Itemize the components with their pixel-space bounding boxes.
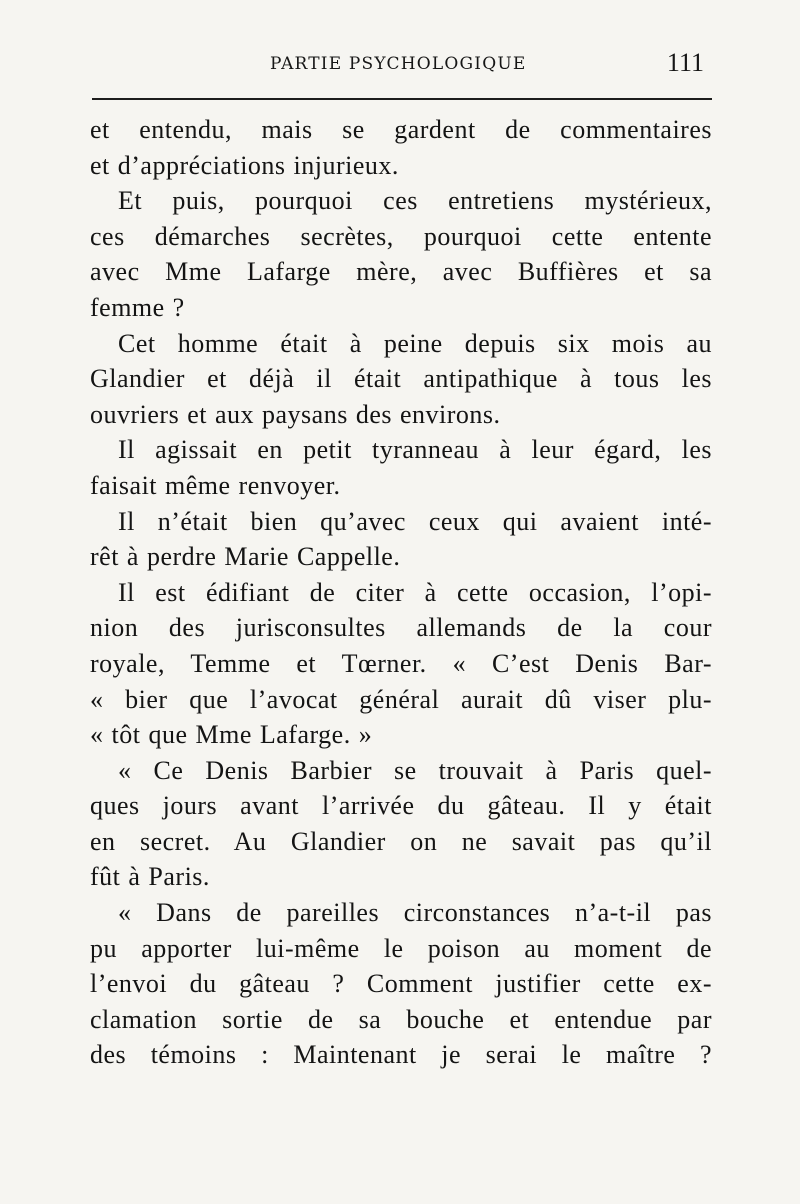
- text-line: Il agissait en petit tyranneau à leur égard, les: [118, 435, 712, 465]
- text-line: Cet homme était à peine depuis six mois au: [118, 328, 712, 358]
- text-line: en secret. Au Glandier on ne savait pas qu’il: [90, 826, 712, 856]
- text-line: faisait même renvoyer.: [90, 470, 341, 500]
- text-line: Il est édifiant de citer à cette occasion, l’opi-: [118, 577, 712, 607]
- running-head-title: PARTIE PSYCHOLOGIQUE: [270, 54, 527, 74]
- text-line: Et puis, pourquoi ces entretiens mystérieux,: [118, 186, 712, 216]
- text-line: « Ce Denis Barbier se trouvait à Paris quel-: [118, 755, 712, 785]
- text-line: « Dans de pareilles circonstances n’a-t-il pas: [118, 898, 712, 928]
- text-line: nion des jurisconsultes allemands de la cour: [90, 613, 712, 643]
- text-line: fût à Paris.: [90, 862, 210, 892]
- text-line: l’envoi du gâteau ? Comment justifier cette ex-: [90, 969, 712, 999]
- body-text: [90, 112, 712, 1073]
- text-line: ces démarches secrètes, pourquoi cette entente: [90, 221, 712, 251]
- text-line: et entendu, mais se gardent de commentaires: [90, 115, 712, 144]
- text-line: « tôt que Mme Lafarge. »: [90, 720, 373, 750]
- text-line: royale, Temme et Tœrner. « C’est Denis Bar-: [90, 648, 712, 678]
- text-line: pu apporter lui-même le poison au moment de: [90, 933, 712, 963]
- text-line: ques jours avant l’arrivée du gâteau. Il y était: [90, 791, 712, 821]
- text-line: clamation sortie de sa bouche et entendue par: [90, 1004, 712, 1034]
- text-line: Il n’était bien qu’avec ceux qui avaient inté-: [118, 506, 712, 536]
- text-line: Glandier et déjà il était antipathique à tous les: [90, 364, 712, 394]
- text-line: avec Mme Lafarge mère, avec Buffières et sa: [90, 257, 712, 287]
- text-line: ouvriers et aux paysans des environs.: [90, 399, 501, 429]
- header-rule: [92, 98, 712, 100]
- text-line: rêt à perdre Marie Cappelle.: [90, 542, 401, 572]
- text-line: femme ?: [90, 292, 185, 322]
- text-line: et d’appréciations injurieux.: [90, 150, 399, 180]
- page-number: 111: [666, 48, 704, 77]
- text-line: « bier que l’avocat général aurait dû viser plu-: [90, 684, 712, 714]
- running-head: [90, 46, 710, 86]
- text-line: des témoins : Maintenant je serai le maître ?: [90, 1040, 712, 1070]
